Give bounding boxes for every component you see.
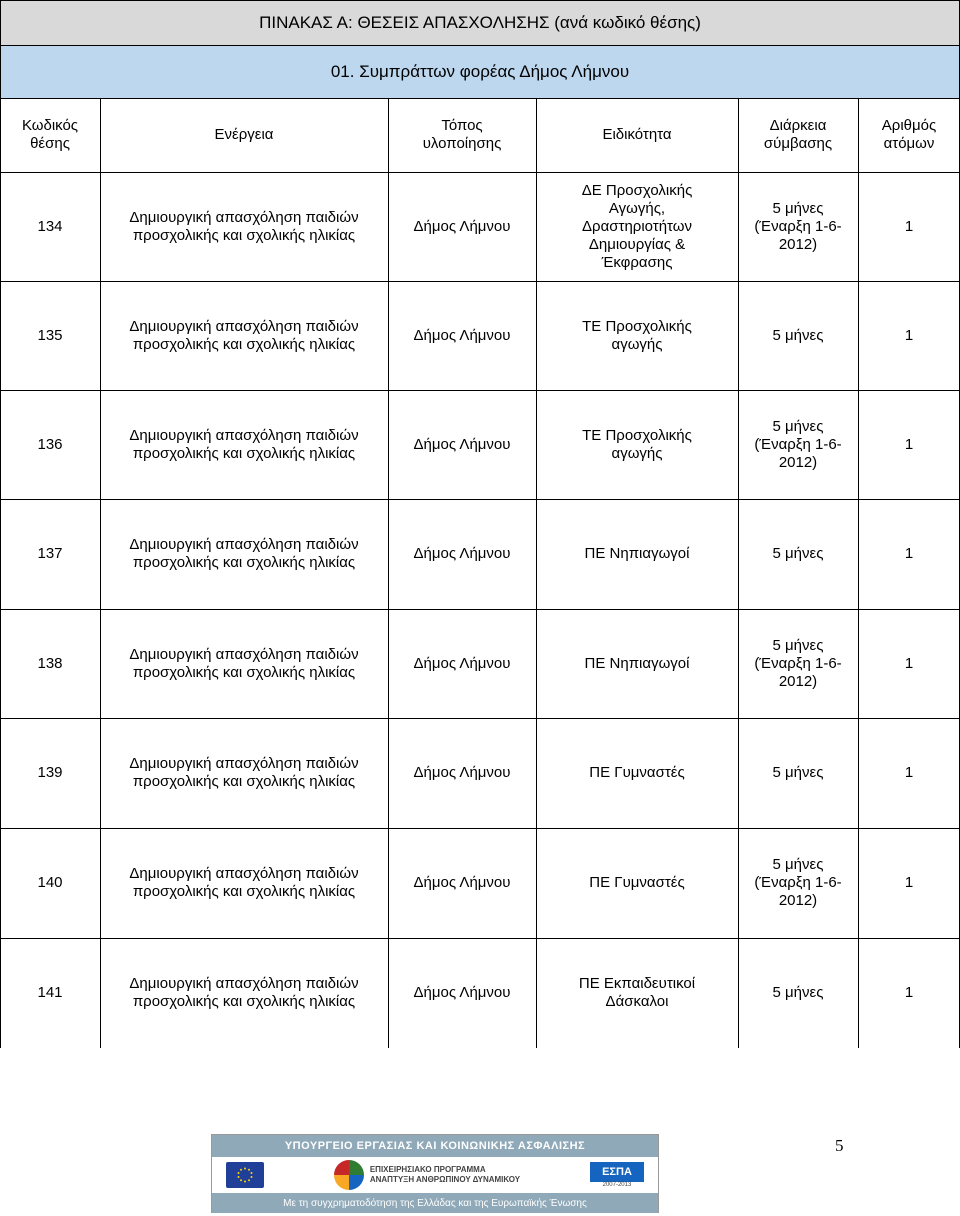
cell-code (0, 172, 100, 281)
row-divider (0, 281, 960, 282)
cell-duration (738, 499, 858, 609)
cell-specialty-line: ΤΕ Προσχολικής (582, 426, 692, 444)
cell-count (858, 172, 960, 281)
column-divider (858, 98, 859, 1048)
cell-count-line: 1 (904, 326, 914, 344)
cell-specialty-line: ΤΕ Προσχολικής (582, 317, 692, 335)
cell-duration (738, 938, 858, 1048)
cell-duration (738, 609, 858, 718)
cell-specialty (536, 718, 738, 828)
cell-code-line: 140 (37, 874, 63, 891)
espa-years: 2007-2013 (602, 1182, 632, 1188)
cell-specialty (536, 938, 738, 1048)
cell-specialty (536, 828, 738, 938)
cell-specialty (536, 609, 738, 718)
cell-duration-line: 2012) (778, 672, 818, 690)
cell-activity (100, 938, 388, 1048)
header-place-line: υλοποίησης (422, 135, 502, 152)
footer-logo (211, 1134, 659, 1213)
cell-activity-line: Δημιουργική απασχόληση παιδιών (129, 426, 359, 444)
cell-duration-line: 5 μήνες (772, 856, 824, 873)
footer-logos-row (212, 1157, 658, 1193)
cell-place-line: Δήμος Λήμνου (413, 984, 511, 1001)
cell-duration (738, 281, 858, 390)
cell-place-line: Δήμος Λήμνου (413, 217, 511, 235)
cell-specialty-line: Δραστηριοτήτων (582, 217, 692, 235)
header-activity (100, 98, 388, 172)
cell-specialty-line: Αγωγής, (608, 199, 666, 217)
cell-duration-line: 5 μήνες (772, 636, 824, 654)
cell-specialty (536, 499, 738, 609)
row-divider (0, 828, 960, 829)
header-code (0, 98, 100, 172)
cell-activity-line: προσχολικής και σχολικής ηλικίας (132, 554, 356, 571)
cell-code (0, 281, 100, 390)
op-text-line-1: ΕΠΙΧΕΙΡΗΣΙΑΚΟ ΠΡΟΓΡΑΜΜΑ (369, 1165, 486, 1174)
header-code-line: θέσης (30, 135, 70, 152)
cell-specialty-line: ΠΕ Νηπιαγωγοί (584, 654, 690, 672)
cell-place (388, 609, 536, 718)
cell-code-line: 135 (37, 326, 63, 344)
cell-place (388, 281, 536, 390)
header-duration (738, 98, 858, 172)
cell-activity-line: προσχολικής και σχολικής ηλικίας (132, 335, 356, 353)
cell-code (0, 499, 100, 609)
cell-activity (100, 828, 388, 938)
cell-code (0, 718, 100, 828)
cell-count-line: 1 (904, 654, 914, 672)
ministry-banner: ΥΠΟΥΡΓΕΙΟ ΕΡΓΑΣΙΑΣ ΚΑΙ ΚΟΙΝΩΝΙΚΗΣ ΑΣΦΑΛΙΣΗΣ (212, 1135, 658, 1157)
cell-place-line: Δήμος Λήμνου (413, 654, 511, 672)
cell-place (388, 390, 536, 499)
table-subtitle (0, 46, 960, 99)
espa-logo (590, 1162, 644, 1188)
op-mark-icon (334, 1160, 364, 1190)
cell-activity-line: Δημιουργική απασχόληση παιδιών (129, 755, 359, 772)
cell-code-line: 137 (37, 545, 63, 562)
cell-place-line: Δήμος Λήμνου (413, 435, 511, 453)
cell-count (858, 281, 960, 390)
cell-count (858, 390, 960, 499)
cell-activity-line: προσχολικής και σχολικής ηλικίας (132, 883, 356, 900)
cell-specialty-line: ΔΕ Προσχολικής (581, 181, 693, 199)
cell-activity-line: Δημιουργική απασχόληση παιδιών (129, 865, 359, 882)
table-subtitle-text: 01. Συμπράττων φορέας Δήμος Λήμνου (330, 62, 630, 81)
cell-count-line: 1 (904, 984, 914, 1001)
cell-specialty-line: ΠΕ Γυμναστές (589, 764, 685, 781)
header-code-line: Κωδικός (21, 117, 79, 134)
cell-place (388, 828, 536, 938)
cell-specialty-line: ΠΕ Νηπιαγωγοί (584, 545, 690, 562)
header-place-line: Τόπος (441, 117, 483, 134)
row-divider (0, 499, 960, 500)
cell-activity (100, 172, 388, 281)
cell-duration-line: 2012) (778, 892, 818, 909)
cell-duration (738, 828, 858, 938)
cell-activity (100, 499, 388, 609)
cell-code (0, 828, 100, 938)
cell-specialty (536, 390, 738, 499)
cell-place-line: Δήμος Λήμνου (413, 764, 511, 781)
header-count-line: Αριθμός (881, 117, 937, 134)
cell-specialty-line: Δημιουργίας & (588, 235, 686, 253)
cell-duration-line: (Έναρξη 1-6- (754, 654, 842, 672)
cell-specialty-line: ΠΕ Εκπαιδευτικοί (578, 975, 696, 992)
cofinance-banner: Με τη συγχρηματοδότηση της Ελλάδας και της Ευρωπαϊκής Ένωσης (212, 1193, 658, 1213)
cell-duration-line: 5 μήνες (772, 326, 824, 344)
cell-duration-line: 2012) (778, 453, 818, 471)
cell-count-line: 1 (904, 874, 914, 891)
header-duration-line: σύμβασης (763, 135, 833, 152)
cell-code-line: 134 (37, 217, 63, 235)
header-specialty (536, 98, 738, 172)
cell-activity-line: προσχολικής και σχολικής ηλικίας (132, 444, 356, 462)
cell-duration-line: (Έναρξη 1-6- (754, 874, 842, 891)
cell-specialty (536, 172, 738, 281)
cell-count (858, 499, 960, 609)
cell-code (0, 609, 100, 718)
cell-duration-line: (Έναρξη 1-6- (754, 217, 842, 235)
cell-place (388, 172, 536, 281)
cell-duration (738, 390, 858, 499)
eu-flag-icon (226, 1162, 264, 1188)
cell-duration (738, 718, 858, 828)
cell-duration (738, 172, 858, 281)
cell-place-line: Δήμος Λήμνου (413, 545, 511, 562)
cell-activity-line: προσχολικής και σχολικής ηλικίας (132, 226, 356, 244)
column-divider (536, 98, 537, 1048)
cell-specialty (536, 281, 738, 390)
cell-specialty-line: Έκφρασης (601, 253, 673, 271)
cell-duration-line: 5 μήνες (772, 984, 824, 1001)
cell-activity (100, 718, 388, 828)
row-divider (0, 938, 960, 939)
row-divider (0, 609, 960, 610)
row-divider (0, 390, 960, 391)
row-divider (0, 718, 960, 719)
cell-activity-line: προσχολικής και σχολικής ηλικίας (132, 993, 356, 1010)
cell-code-line: 139 (37, 764, 63, 781)
cell-count (858, 609, 960, 718)
cell-specialty-line: αγωγής (611, 335, 663, 353)
cell-code (0, 390, 100, 499)
page-number: 5 (835, 1136, 844, 1155)
header-specialty-line: Ειδικότητα (602, 126, 672, 143)
header-activity-line: Ενέργεια (214, 126, 274, 143)
cell-count-line: 1 (904, 217, 914, 235)
operational-programme-logo (334, 1160, 520, 1190)
cell-code-line: 141 (37, 984, 63, 1001)
cell-activity-line: Δημιουργική απασχόληση παιδιών (129, 975, 359, 992)
cell-place (388, 499, 536, 609)
table-title (0, 0, 960, 46)
cell-activity (100, 609, 388, 718)
cell-count (858, 828, 960, 938)
espa-label: ΕΣΠΑ (590, 1162, 644, 1182)
cell-specialty-line: Δάσκαλοι (605, 993, 669, 1010)
cell-code (0, 938, 100, 1048)
cell-count-line: 1 (904, 435, 914, 453)
cell-count-line: 1 (904, 545, 914, 562)
cell-place-line: Δήμος Λήμνου (413, 326, 511, 344)
cell-count-line: 1 (904, 764, 914, 781)
cell-duration-line: 5 μήνες (772, 417, 824, 435)
header-count-line: ατόμων (883, 135, 935, 152)
column-divider (100, 98, 101, 1048)
cell-code-line: 138 (37, 654, 63, 672)
table-title-text: ΠΙΝΑΚΑΣ Α: ΘΕΣΕΙΣ ΑΠΑΣΧΟΛΗΣΗΣ (ανά κωδικό θέσης) (259, 13, 701, 32)
column-divider (0, 98, 1, 1048)
header-place (388, 98, 536, 172)
cell-count (858, 938, 960, 1048)
cell-activity-line: Δημιουργική απασχόληση παιδιών (129, 645, 359, 663)
cell-duration-line: (Έναρξη 1-6- (754, 435, 842, 453)
cell-specialty-line: ΠΕ Γυμναστές (589, 874, 685, 891)
header-duration-line: Διάρκεια (769, 117, 827, 134)
cell-duration-line: 5 μήνες (772, 545, 824, 562)
cell-activity-line: προσχολικής και σχολικής ηλικίας (132, 773, 356, 790)
row-divider (0, 172, 960, 173)
cell-activity-line: Δημιουργική απασχόληση παιδιών (129, 208, 359, 226)
column-divider (388, 98, 389, 1048)
cell-place (388, 938, 536, 1048)
cell-duration-line: 5 μήνες (772, 199, 824, 217)
header-count (858, 98, 960, 172)
column-divider (738, 98, 739, 1048)
cell-place (388, 718, 536, 828)
cell-activity (100, 390, 388, 499)
cell-specialty-line: αγωγής (611, 444, 663, 462)
cell-activity-line: Δημιουργική απασχόληση παιδιών (129, 317, 359, 335)
op-text-line-2: ΑΝΑΠΤΥΞΗ ΑΝΘΡΩΠΙΝΟΥ ΔΥΝΑΜΙΚΟΥ (369, 1175, 521, 1184)
cell-activity-line: προσχολικής και σχολικής ηλικίας (132, 663, 356, 681)
cell-activity-line: Δημιουργική απασχόληση παιδιών (129, 536, 359, 553)
cell-code-line: 136 (37, 435, 63, 453)
cell-place-line: Δήμος Λήμνου (413, 874, 511, 891)
cell-count (858, 718, 960, 828)
cell-activity (100, 281, 388, 390)
cell-duration-line: 2012) (778, 235, 818, 253)
cell-duration-line: 5 μήνες (772, 764, 824, 781)
